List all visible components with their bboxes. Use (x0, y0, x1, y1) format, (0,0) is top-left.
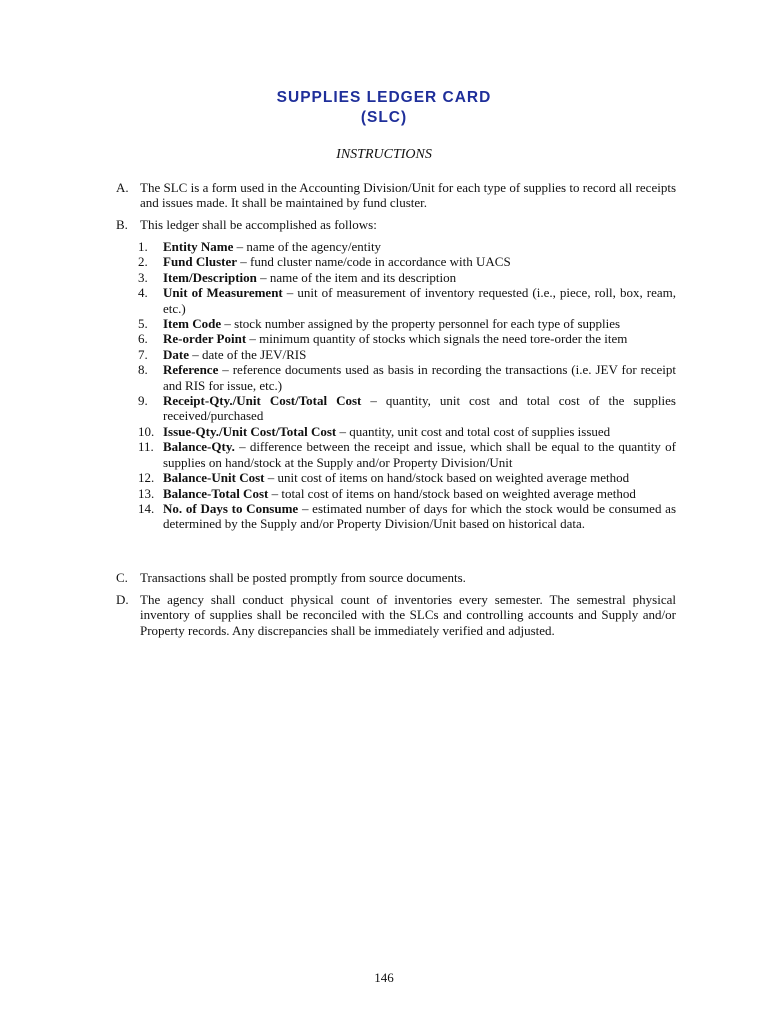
list-item (138, 439, 676, 470)
list-item (138, 316, 676, 331)
section-text: This ledger shall be accomplished as follows: (140, 217, 377, 232)
document-title-abbrev: (SLC) (360, 109, 408, 126)
item-term: Date (163, 346, 189, 362)
item-desc: – name of the agency/entity (233, 239, 382, 254)
section-letter: C. (116, 570, 128, 585)
item-number: 8. (138, 362, 148, 378)
item-text (163, 424, 676, 439)
item-desc: – minimum quantity of stocks which signals the need tore-order the item (246, 331, 628, 347)
item-desc: – name of the item and its description (256, 269, 457, 285)
item-desc: – stock number assigned by the property personnel for each type of supplies (221, 316, 621, 332)
section-text: Transactions shall be posted promptly from source documents. (140, 570, 466, 585)
section-text: The agency shall conduct physical count of inventories every semester. The semestral physical inventory of supplies shall be reconciled with the SLCs and controlling accounts and Supply and/or Property records. Any discrepancies shall be immediately verified and adjusted. (140, 592, 676, 638)
item-number: 12. (138, 470, 155, 486)
list-item (138, 393, 676, 424)
item-term: Issue-Qty./Unit Cost/Total Cost (163, 423, 337, 439)
item-desc: – date of the JEV/RIS (189, 346, 307, 362)
section-letter: A. (116, 180, 129, 195)
item-term: No. of Days to Consume (163, 500, 299, 516)
list-item (138, 347, 676, 362)
list-item (138, 501, 676, 532)
item-desc: – quantity, unit cost and total cost of supplies issued (336, 423, 611, 439)
item-number: 14. (138, 500, 155, 516)
item-number: 13. (138, 485, 155, 501)
item-text (163, 501, 676, 532)
item-number: 10. (138, 423, 155, 439)
item-term: Unit of Measurement (163, 285, 283, 301)
item-text (163, 439, 676, 470)
item-desc: – reference documents used as basis in recording the transactions (i.e. JEV for receipt and RIS for issue, etc.) (163, 362, 676, 393)
list-item (138, 331, 676, 346)
document-title: SUPPLIES LEDGER CARD (276, 89, 492, 106)
item-number: 4. (138, 285, 148, 301)
item-desc: – fund cluster name/code in accordance with UACS (237, 254, 511, 270)
item-term: Re-order Point (163, 331, 247, 347)
item-text (163, 239, 676, 254)
item-text (163, 285, 676, 316)
list-item (138, 270, 676, 285)
section-a (116, 180, 676, 211)
item-text (163, 270, 676, 285)
item-number: 2. (138, 254, 148, 270)
list-item (138, 254, 676, 269)
item-term: Fund Cluster (163, 254, 238, 270)
item-text (163, 362, 676, 393)
item-term: Item Code (163, 316, 222, 332)
item-text (163, 316, 676, 331)
list-item (138, 285, 676, 316)
list-item (138, 362, 676, 393)
item-desc: – quantity, unit cost and total cost of the supplies received/purchased (163, 393, 676, 424)
list-item (138, 486, 676, 501)
item-desc: – difference between the receipt and issue, which shall be equal to the quantity of supplies on hand/stock at the Supply and/or Property Division/Unit (163, 439, 676, 470)
page-number: 146 (374, 970, 394, 985)
item-text (163, 347, 676, 362)
list-item (138, 470, 676, 485)
list-item (138, 424, 676, 439)
list-item (138, 239, 676, 254)
item-desc: – unit cost of items on hand/stock based on weighted average method (264, 470, 630, 486)
item-number: 6. (138, 331, 148, 347)
ledger-field-list (138, 239, 676, 532)
item-number: 9. (138, 393, 148, 409)
section-letter: B. (116, 217, 128, 232)
item-number: 3. (138, 269, 148, 285)
section-text: The SLC is a form used in the Accounting Division/Unit for each type of supplies to record all receipts and issues made. It shall be maintained by fund cluster. (140, 180, 676, 211)
item-text (163, 486, 676, 501)
item-text (163, 254, 676, 269)
item-term: Reference (163, 362, 219, 378)
item-number: 5. (138, 316, 148, 332)
item-term: Entity Name (163, 239, 234, 254)
item-desc: – unit of measurement of inventory requested (i.e., piece, roll, box, ream, etc.) (163, 285, 676, 316)
instructions-heading: INSTRUCTIONS (336, 147, 432, 162)
section-b (116, 217, 676, 232)
item-term: Balance-Qty. (163, 439, 235, 455)
item-text (163, 470, 676, 485)
item-text (163, 393, 676, 424)
item-term: Receipt-Qty./Unit Cost/Total Cost (163, 393, 362, 409)
item-number: 1. (138, 239, 148, 254)
section-d (116, 592, 676, 638)
item-number: 11. (138, 439, 154, 455)
item-number: 7. (138, 346, 148, 362)
item-term: Balance-Total Cost (163, 485, 269, 501)
item-term: Item/Description (163, 269, 257, 285)
item-desc: – estimated number of days for which the stock would be consumed as determined by the Supply and/or Property Division/Unit based on historical data. (163, 500, 677, 532)
item-term: Balance-Unit Cost (163, 470, 265, 486)
item-text (163, 331, 676, 346)
item-desc: – total cost of items on hand/stock based on weighted average method (268, 485, 636, 501)
section-c (116, 570, 676, 585)
section-letter: D. (116, 592, 129, 607)
